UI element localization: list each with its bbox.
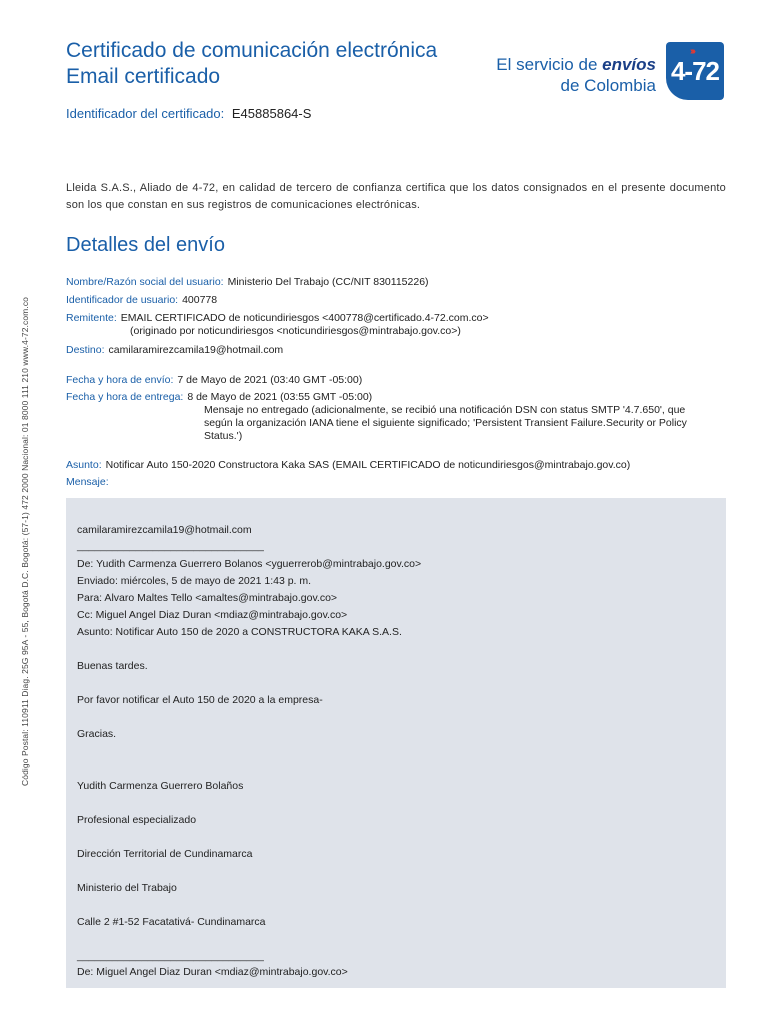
detail-id-label: Identificador de usuario:: [66, 294, 179, 306]
message-line: De: Miguel Angel Diaz Duran <mdiaz@mintrabajo.gov.co>: [77, 966, 348, 978]
message-line: Enviado: miércoles, 5 de mayo de 2021 1:43 p. m.: [77, 575, 312, 587]
message-separator: ________________________________: [77, 540, 264, 552]
detail-id-value: 400778: [182, 294, 218, 306]
message-line: Por favor notificar el Auto 150 de 2020 a la empresa-: [77, 694, 323, 706]
side-contact-text: Código Postal: 110911 Diag. 25G 95A - 55, Bogotá D.C. Bogotá: (57-1) 472 2000 Nacional: 01 8000 111 210 www.4-72.com.co: [20, 297, 30, 786]
certificate-id-label: Identificador del certificado:: [66, 106, 225, 121]
detail-destino: [66, 344, 283, 357]
detail-mensaje-label: Mensaje:: [66, 476, 109, 488]
message-line: Profesional especializado: [77, 814, 197, 826]
message-line: Dirección Territorial de Cundinamarca: [77, 848, 253, 860]
logo-472-badge: [666, 42, 724, 100]
message-line: Ministerio del Trabajo: [77, 882, 177, 894]
message-line: camilaramirezcamila19@hotmail.com: [77, 524, 252, 536]
message-line: Buenas tardes.: [77, 660, 148, 672]
title-line-2: Email certificado: [66, 65, 221, 88]
detail-remitente-line1: EMAIL CERTIFICADO de noticundiriesgos <400778@certificado.4-72.com.co>: [120, 312, 489, 324]
message-line: Gracias.: [77, 728, 117, 740]
message-body: [66, 498, 726, 988]
detail-asunto-value: Notificar Auto 150-2020 Constructora Kaka SAS (EMAIL CERTIFICADO de noticundiriesgos@mintrabajo.gov.co): [105, 459, 631, 471]
detail-entrega-label: Fecha y hora de entrega:: [66, 391, 184, 403]
detail-id: [66, 294, 217, 307]
logo-arrows-icon: ›››: [690, 46, 694, 57]
detail-nombre-label: Nombre/Razón social del usuario:: [66, 276, 224, 288]
certificate-id: [66, 106, 311, 121]
detail-nombre-value: Ministerio Del Trabajo (CC/NIT 830115226): [227, 276, 429, 288]
detail-remitente: [66, 312, 489, 325]
message-line: De: Yudith Carmenza Guerrero Bolanos <yguerrerob@mintrabajo.gov.co>: [77, 558, 422, 570]
detail-entrega: [66, 391, 372, 404]
detail-asunto-label: Asunto:: [66, 459, 102, 471]
message-line: Calle 2 #1-52 Facatativá- Cundinamarca: [77, 916, 266, 928]
detail-envio-label: Fecha y hora de envío:: [66, 374, 174, 386]
intro-paragraph: Lleida S.A.S., Aliado de 4-72, en calidad de tercero de confianza certifica que los datos consignados en el presente documento son los que constan en sus registros de comunicaciones electrónicas.: [66, 182, 726, 211]
message-line: Asunto: Notificar Auto 150 de 2020 a CONSTRUCTORA KAKA S.A.S.: [77, 626, 402, 638]
message-separator: ________________________________: [77, 950, 264, 962]
detail-destino-value: camilaramirezcamila19@hotmail.com: [108, 344, 284, 356]
detail-asunto: [66, 459, 630, 472]
detail-remitente-origin: (originado por noticundiriesgos <noticundiriesgos@mintrabajo.gov.co>): [130, 325, 461, 337]
message-line: Cc: Miguel Angel Diaz Duran <mdiaz@mintrabajo.gov.co>: [77, 609, 348, 621]
detail-envio: [66, 374, 362, 387]
logo-badge-text: 4-72: [670, 55, 720, 86]
logo-tagline-prefix: El servicio de: [496, 55, 598, 74]
section-title: Detalles del envío: [66, 234, 225, 256]
message-line: Yudith Carmenza Guerrero Bolaños: [77, 780, 244, 792]
logo-tagline-line2: de Colombia: [560, 76, 656, 95]
detail-nombre: [66, 276, 429, 289]
message-line: Para: Alvaro Maltes Tello <amaltes@mintrabajo.gov.co>: [77, 592, 338, 604]
detail-entrega-value: 8 de Mayo de 2021 (03:55 GMT -05:00): [187, 391, 373, 403]
detail-entrega-note: Mensaje no entregado (adicionalmente, se recibió una notificación DSN con status SMTP '4.7.650', que según la organización IANA tiene el siguiente significado; 'Persistent Transient Failure.Security or Policy Status.'): [204, 404, 687, 442]
detail-envio-value: 7 de Mayo de 2021 (03:40 GMT -05:00): [177, 374, 363, 386]
logo-tagline: [470, 54, 656, 96]
document-title: [66, 38, 437, 90]
title-line-1: Certificado de comunicación electrónica: [66, 39, 438, 62]
detail-mensaje: [66, 476, 109, 489]
detail-remitente-label: Remitente:: [66, 312, 117, 324]
logo-tagline-bold: envíos: [602, 55, 656, 74]
detail-destino-label: Destino:: [66, 344, 105, 356]
certificate-id-value: E45885864-S: [231, 106, 312, 121]
